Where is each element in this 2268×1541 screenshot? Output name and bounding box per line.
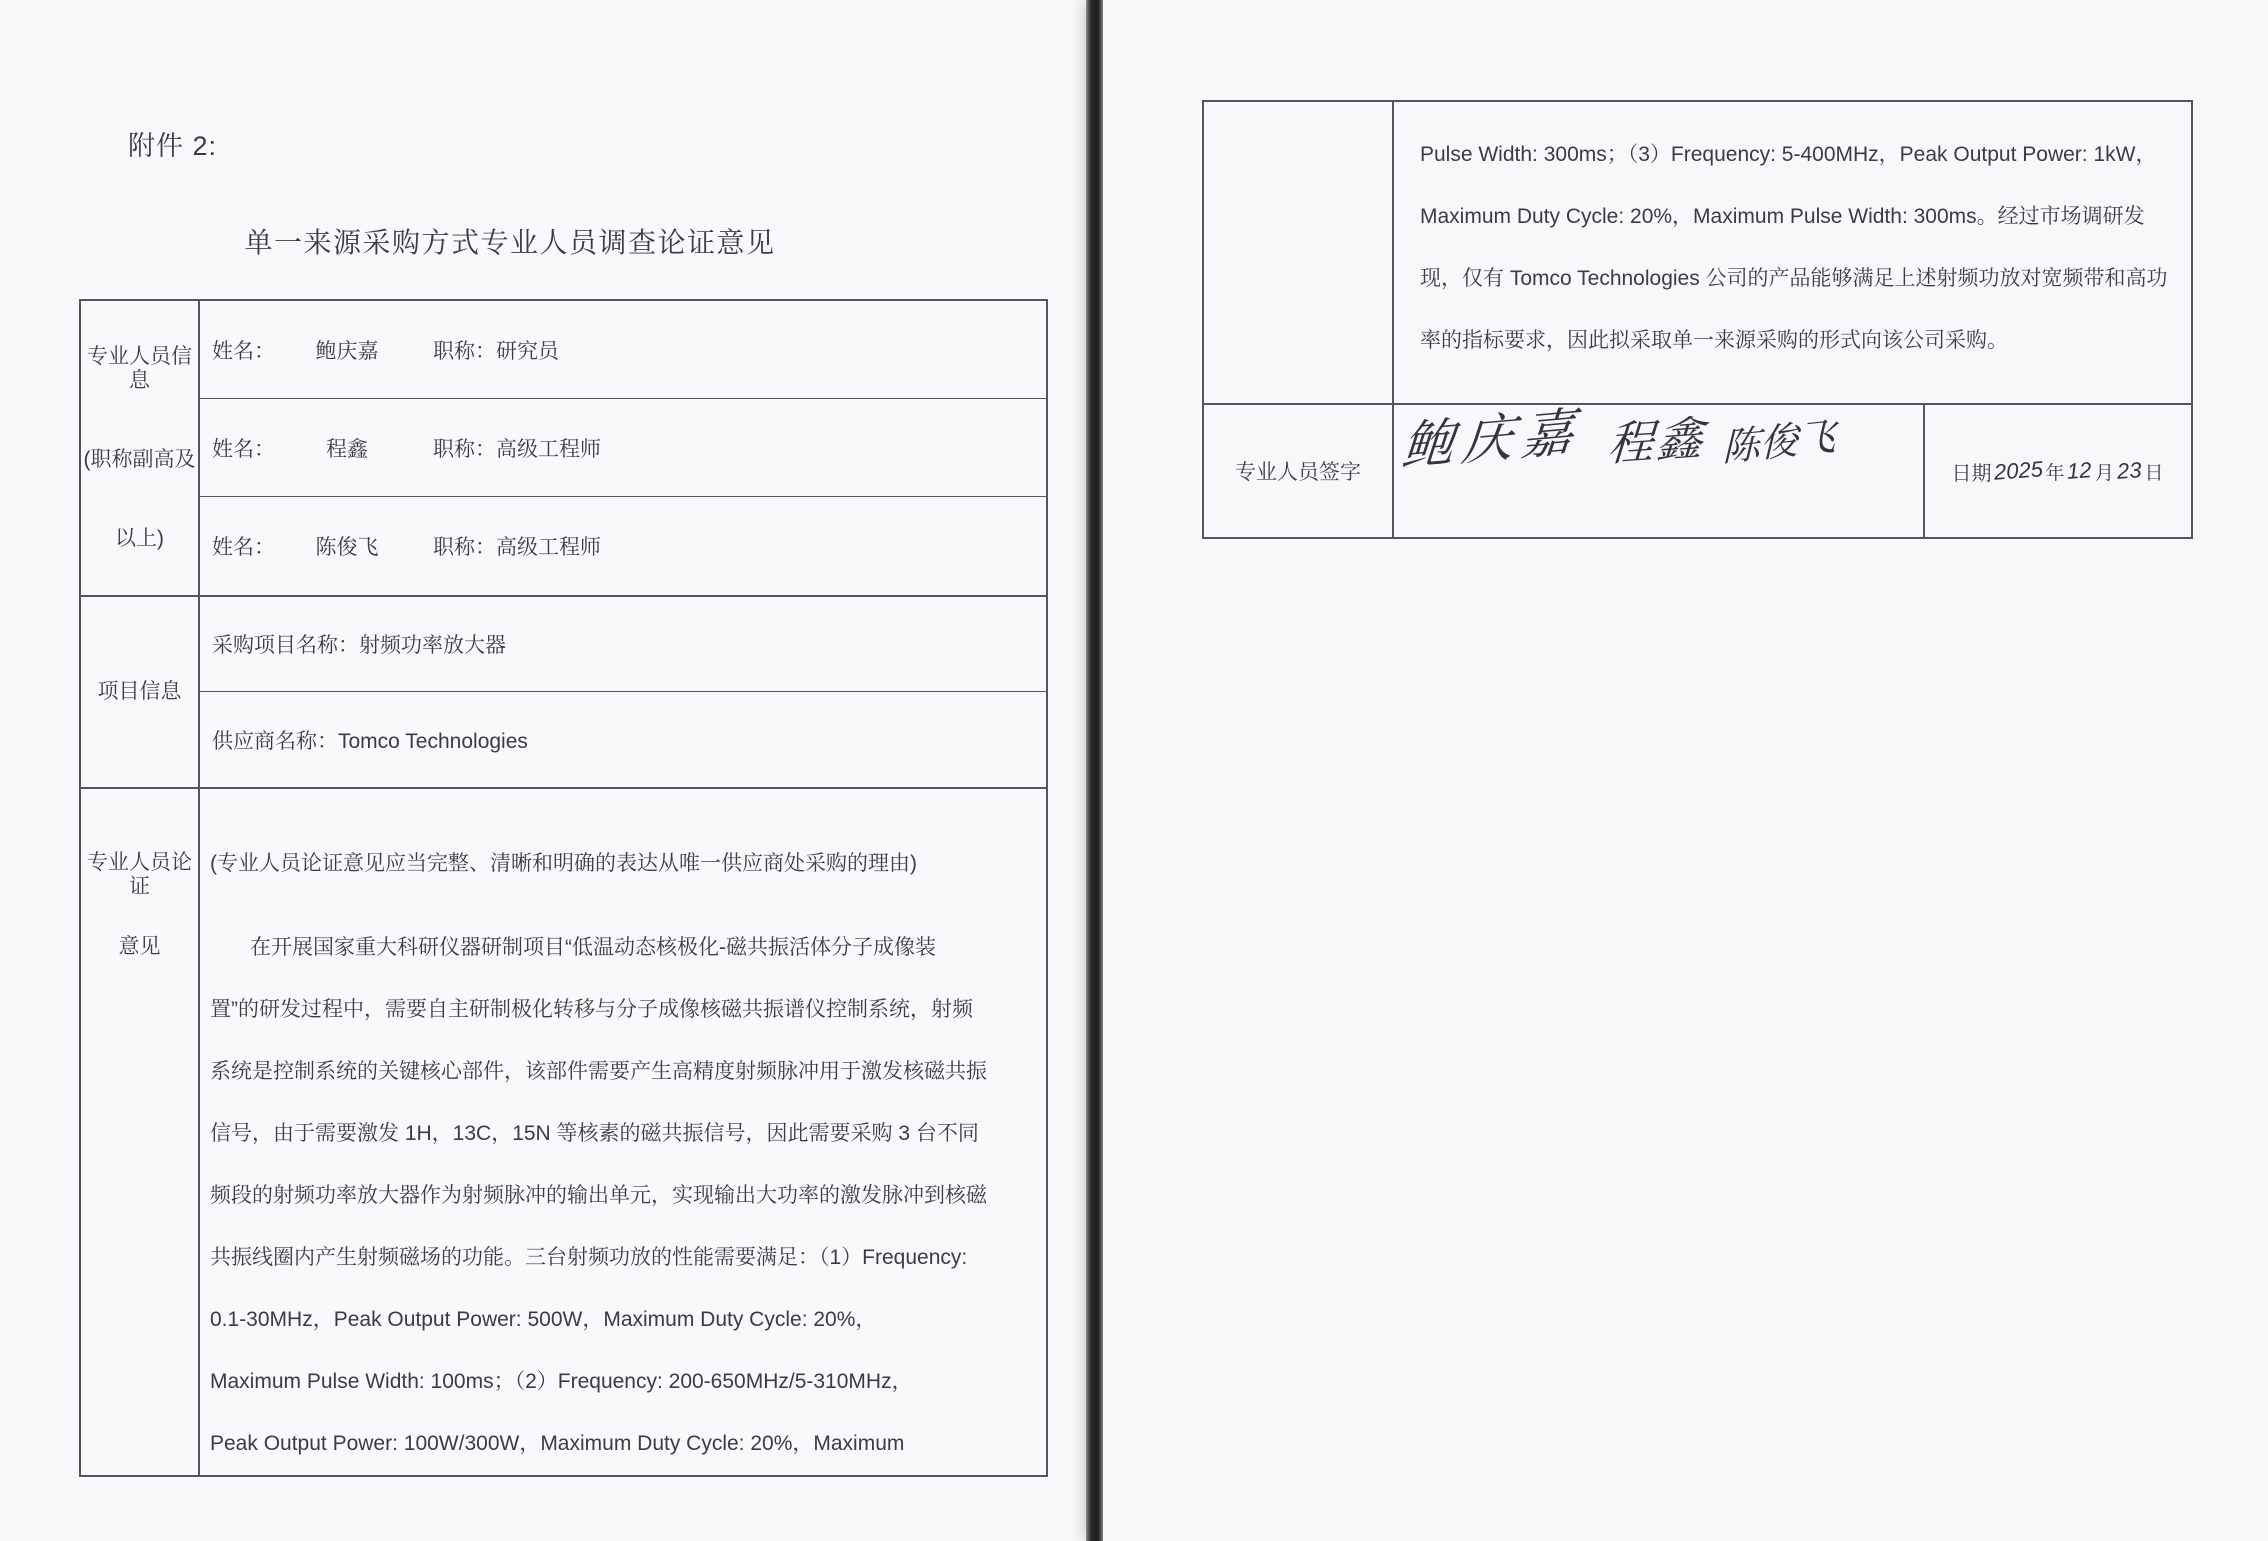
personnel-row — [200, 497, 1046, 595]
continuation-text — [1394, 102, 2191, 403]
title-group — [433, 531, 601, 561]
project-row: 供应商名称：Tomco Technologies — [212, 729, 528, 753]
person-name: 陈俊飞 — [315, 536, 379, 559]
project-row: 采购项目名称：射频功率放大器 — [200, 597, 1046, 692]
title-group — [433, 335, 559, 365]
month-unit: 月 — [2094, 462, 2114, 484]
document-title: 单一来源采购方式专业人员调查论证意见 — [244, 227, 776, 258]
page-2 — [1103, 0, 2268, 1541]
handwritten-month: 12 — [2066, 457, 2093, 484]
date-prefix: 日期 — [1951, 462, 1992, 485]
name-label: 姓名： — [212, 339, 275, 363]
person-title: 高级工程师 — [496, 536, 601, 559]
continuation-line: 现，仅有 Tomco Technologies 公司的产品能够满足上述射频功放对宽频带和高功 — [1420, 267, 2168, 290]
title-group — [433, 433, 601, 463]
opinion-body — [200, 789, 1046, 1475]
book-spine-divider — [1086, 0, 1103, 1541]
person-name: 程鑫 — [326, 437, 368, 461]
continuation-row-label-empty — [1204, 102, 1394, 403]
name-label: 姓名： — [212, 437, 275, 461]
main-table — [79, 299, 1048, 1477]
continuation-table — [1202, 100, 2193, 539]
label-line: 意见 — [118, 935, 161, 958]
title-label: 职称： — [433, 536, 496, 559]
continuation-row — [1204, 102, 2191, 405]
project-section-label: 项目信息 — [81, 597, 200, 787]
label-line: 以上) — [115, 527, 164, 550]
label-line: 专业人员论证 — [87, 851, 192, 898]
project-rows — [200, 597, 1046, 787]
name-label: 姓名： — [212, 536, 275, 559]
project-section — [81, 597, 1046, 789]
continuation-line: 率的指标要求，因此拟采取单一来源采购的形式向该公司采购。 — [1420, 329, 2008, 352]
signature-chen-junfei: 陈俊飞 — [1722, 415, 1836, 471]
personnel-row — [200, 399, 1046, 497]
attachment-label: 附件 2: — [128, 131, 218, 161]
opinion-line: Maximum Pulse Width: 100ms；（2）Frequency: 200-650MHz/5-310MHz， — [210, 1370, 913, 1393]
signature-bao-qingjia: 鲍庆嘉 — [1399, 402, 1584, 478]
signature-cheng-xin: 程鑫 — [1606, 411, 1708, 471]
signature-row — [1204, 402, 2191, 537]
continuation-line: Maximum Duty Cycle: 20%，Maximum Pulse Width: 300ms。经过市场调研发 — [1420, 205, 2145, 228]
opinion-line: 信号，由于需要激发 1H，13C，15N 等核素的磁共振信号，因此需要采购 3 台不同 — [210, 1122, 979, 1145]
handwritten-signatures — [1399, 397, 1836, 478]
title-label: 职称： — [433, 437, 496, 461]
opinion-section — [81, 789, 1046, 1475]
opinion-note: (专业人员论证意见应当完整、清晰和明确的表达从唯一供应商处采购的理由) — [210, 852, 917, 875]
opinion-line: Peak Output Power: 100W/300W，Maximum Duty Cycle: 20%，Maximum — [210, 1432, 905, 1455]
opinion-section-label — [81, 789, 200, 1475]
opinion-paragraph — [210, 917, 1038, 1475]
page-1 — [0, 0, 1086, 1541]
year-unit: 年 — [2045, 462, 2065, 484]
person-name: 鲍庆嘉 — [315, 339, 379, 363]
opinion-line: 置”的研发过程中，需要自主研制极化转移与分子成像核磁共振谱仪控制系统，射频 — [210, 998, 973, 1021]
handwritten-day: 23 — [2116, 457, 2143, 484]
label-line: 专业人员信息 — [87, 345, 192, 392]
opinion-line: 频段的射频功率放大器作为射频脉冲的输出单元，实现输出大功率的激发脉冲到核磁 — [210, 1184, 987, 1207]
personnel-section — [81, 301, 1046, 597]
person-title: 高级工程师 — [496, 437, 601, 461]
opinion-line: 共振线圈内产生射频磁场的功能。三台射频功放的性能需要满足：（1）Frequency: — [210, 1246, 968, 1269]
continuation-line: Pulse Width: 300ms；（3）Frequency: 5-400MHz，Peak Output Power: 1kW， — [1420, 143, 2157, 166]
personnel-row — [200, 301, 1046, 399]
day-unit: 日 — [2144, 462, 2164, 484]
opinion-line: 0.1-30MHz，Peak Output Power: 500W，Maximum Duty Cycle: 20%， — [210, 1308, 877, 1331]
person-title: 研究员 — [496, 339, 559, 363]
date-cell — [1925, 405, 2191, 537]
personnel-section-label — [81, 301, 200, 595]
personnel-rows — [200, 301, 1046, 595]
title-label: 职称： — [433, 339, 496, 363]
signature-row-label: 专业人员签字 — [1204, 405, 1394, 537]
label-line: (职称副高及 — [83, 448, 196, 471]
opinion-line: 在开展国家重大科研仪器研制项目“低温动态核极化-磁共振活体分子成像装 — [250, 936, 936, 959]
handwritten-year: 2025 — [1992, 456, 2044, 485]
signature-cell — [1394, 402, 1925, 537]
opinion-line: 系统是控制系统的关键核心部件，该部件需要产生高精度射频脉冲用于激发核磁共振 — [210, 1060, 987, 1083]
